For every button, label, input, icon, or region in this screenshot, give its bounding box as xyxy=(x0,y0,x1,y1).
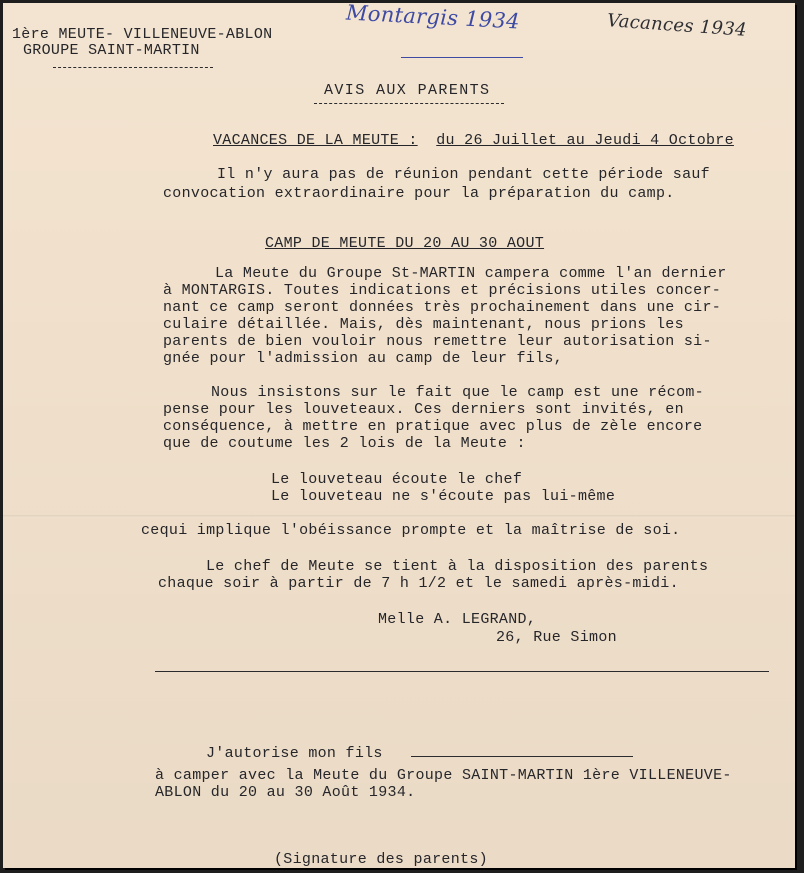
section1-line-2: convocation extraordinaire pour la préparation du camp. xyxy=(163,185,675,202)
paper-fold xyxy=(3,515,795,518)
para2-line-3: conséquence, à mettre en pratique avec plus de zèle encore xyxy=(163,418,703,435)
title-underline xyxy=(314,103,504,104)
law-2: Le louveteau ne s'écoute pas lui-même xyxy=(271,488,616,505)
law-1: Le louveteau écoute le chef xyxy=(271,471,523,488)
org-line-2: GROUPE SAINT-MARTIN xyxy=(23,42,200,59)
parent-signature-label: (Signature des parents) xyxy=(274,851,488,868)
para4-line-1: Le chef de Meute se tient à la disposition des parents xyxy=(206,558,709,575)
section2-heading: CAMP DE MEUTE DU 20 AU 30 AOUT xyxy=(265,235,545,252)
para1-line-2: à MONTARGIS. Toutes indications et précisions utiles concer- xyxy=(163,282,722,299)
para2-line-1: Nous insistons sur le fait que le camp est une récom- xyxy=(211,384,704,401)
section1-line-1: Il n'y aura pas de réunion pendant cette période sauf xyxy=(217,166,710,183)
authorization-line-1 xyxy=(206,745,633,762)
authorization-line-3: ABLON du 20 au 30 Août 1934. xyxy=(155,784,416,801)
handwritten-note-left: Montargis 1934 xyxy=(345,0,521,34)
letter-page xyxy=(3,0,795,868)
para1-line-5: parents de bien vouloir nous remettre leur autorisation si- xyxy=(163,333,712,350)
header-underline xyxy=(53,67,213,68)
authorization-prefix: J'autorise mon fils xyxy=(206,745,383,762)
handwritten-underline xyxy=(401,57,523,58)
para1-line-4: culaire détaillée. Mais, dès maintenant, nous prions les xyxy=(163,316,684,333)
org-line-1: 1ère MEUTE- VILLENEUVE-ABLON xyxy=(12,26,273,43)
section1-dates: du 26 Juillet au Jeudi 4 Octobre xyxy=(436,132,734,149)
son-name-blank[interactable] xyxy=(411,755,633,757)
signatory-name: Melle A. LEGRAND, xyxy=(378,611,537,628)
para2-line-4: que de coutume les 2 lois de la Meute : xyxy=(163,435,526,452)
authorization-line-2: à camper avec la Meute du Groupe SAINT-MARTIN 1ère VILLENEUVE- xyxy=(155,767,732,784)
section1-heading: VACANCES DE LA MEUTE : xyxy=(213,132,418,149)
para1-line-1: La Meute du Groupe St-MARTIN campera comme l'an dernier xyxy=(215,265,727,282)
para3-line: cequi implique l'obéissance prompte et la maîtrise de soi. xyxy=(141,522,681,539)
para4-line-2: chaque soir à partir de 7 h 1/2 et le samedi après-midi. xyxy=(158,575,679,592)
para1-line-6: gnée pour l'admission au camp de leur fils, xyxy=(163,350,563,367)
document-title: AVIS AUX PARENTS xyxy=(324,82,491,99)
section1-heading-line xyxy=(213,132,734,149)
handwritten-note-right: Vacances 1934 xyxy=(606,10,748,41)
para1-line-3: nant ce camp seront données très prochainement dans une cir- xyxy=(163,299,722,316)
tear-off-line xyxy=(155,671,769,672)
signatory-address: 26, Rue Simon xyxy=(496,629,617,646)
para2-line-2: pense pour les louveteaux. Ces derniers sont invités, en xyxy=(163,401,684,418)
